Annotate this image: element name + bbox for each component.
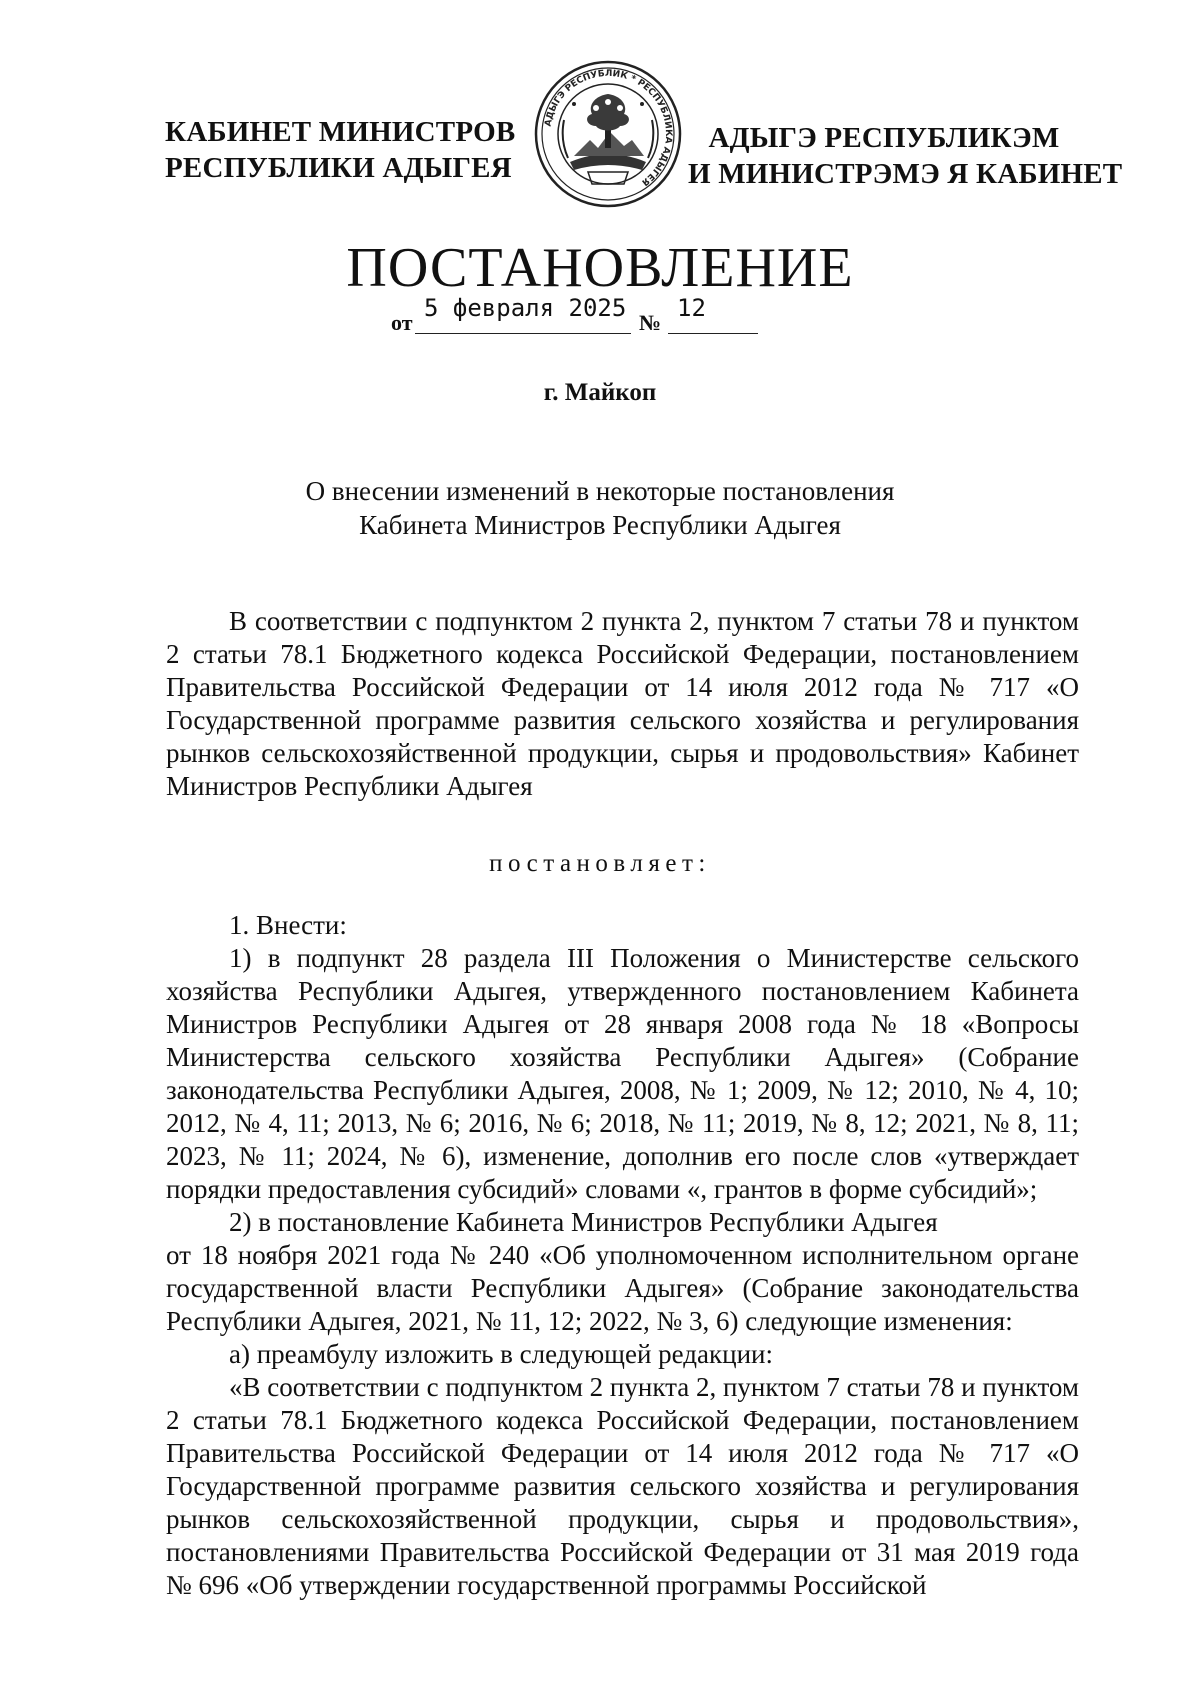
header-left-line: РЕСПУБЛИКИ АДЫГЕЯ — [165, 152, 512, 184]
document-date: 5 февраля 2025 — [424, 294, 627, 322]
item-paragraph: 2) в постановление Кабинета Министров Республики Адыгея — [229, 1207, 938, 1237]
header-right-line: АДЫГЭ РЕСПУБЛИКЭМ — [708, 122, 1060, 154]
preamble-paragraph: В соответствии с подпунктом 2 пункта 2, пунктом 7 статьи 78 и пунктом 2 статьи 78.1 Бюджетного кодекса Российской Федерации, постановлением Правительства Российской Федерации от 14 июля 2012 года № 717 «О Государственной программе развития сельского хозяйства и регулирования рынков сельскохозяйственной продукции, сырья и продовольствия» Кабинет Министров Республики Адыгея — [166, 606, 1079, 801]
header-right-ady — [688, 120, 1123, 192]
preamble — [166, 605, 1079, 803]
issue-city: г. Майкоп — [543, 379, 657, 406]
date-prefix: от — [391, 310, 413, 335]
subject-line: О внесении изменений в некоторые постановления — [305, 476, 895, 506]
decree-word: постановляет: — [489, 850, 711, 877]
document-subject — [0, 474, 1200, 542]
subject-line: Кабинета Министров Республики Адыгея — [359, 510, 841, 540]
header-left-line: КАБИНЕТ МИНИСТРОВ — [165, 116, 516, 148]
number-underline — [668, 333, 758, 334]
item-paragraph: а) преамбулу изложить в следующей редакции: — [229, 1339, 773, 1369]
emblem-ring-text: АДЫГЭ РЕСПУБЛИК * РЕСПУБЛИКА АДЫГЕЯ — [543, 68, 674, 188]
header-right-line: И МИНИСТРЭМЭ Я КАБИНЕТ — [688, 158, 1123, 190]
document-type-title: ПОСТАНОВЛЕНИЕ — [346, 237, 854, 299]
item-paragraph: «В соответствии с подпунктом 2 пункта 2, пунктом 7 статьи 78 и пунктом 2 статьи 78.1 Бюджетного кодекса Российской Федерации, постановлением Правительства Российской Федерации от 14 июля 2012 года № 717 «О Государственной программе развития сельского хозяйства и регулирования рынков сельскохозяйственной продукции, сырья и продовольствия», постановлениями Правительства Российской Федерации от 31 мая 2019 года № 696 «Об утверждении государственной программы Российской — [166, 1372, 1079, 1600]
date-number-row — [0, 294, 1200, 358]
decree-items — [166, 909, 1079, 1602]
date-underline — [415, 333, 631, 334]
item-paragraph: 1) в подпункт 28 раздела III Положения о Министерстве сельского хозяйства Республики Адыгея, утвержденного постановлением Кабинета Министров Республики Адыгея от 28 января 2008 года № 18 «Вопросы Министерства сельского хозяйства Республики Адыгея» (Собрание законодательства Республики Адыгея, 2008, № 1; 2009, № 12; 2010, № 4, 10; 2012, № 4, 11; 2013, № 6; 2016, № 6; 2018, № 11; 2019, № 8, 12; 2021, № 8, 11; 2023, № 11; 2024, № 6), изменение, дополнив его после слов «утверждает порядки предоставления субсидий» словами «, грантов в форме субсидий»; — [166, 943, 1079, 1204]
item-paragraph: от 18 ноября 2021 года № 240 «Об уполномоченном исполнительном органе государственной власти Республики Адыгея» (Собрание законодательства Республики Адыгея, 2021, № 11, 12; 2022, № 3, 6) следующие изменения: — [166, 1240, 1079, 1336]
document-number: 12 — [677, 294, 706, 322]
header-left-ru — [165, 114, 516, 186]
number-prefix: № — [639, 310, 662, 335]
republic-coat-of-arms-icon — [534, 60, 682, 208]
item-paragraph: 1. Внести: — [229, 910, 347, 940]
